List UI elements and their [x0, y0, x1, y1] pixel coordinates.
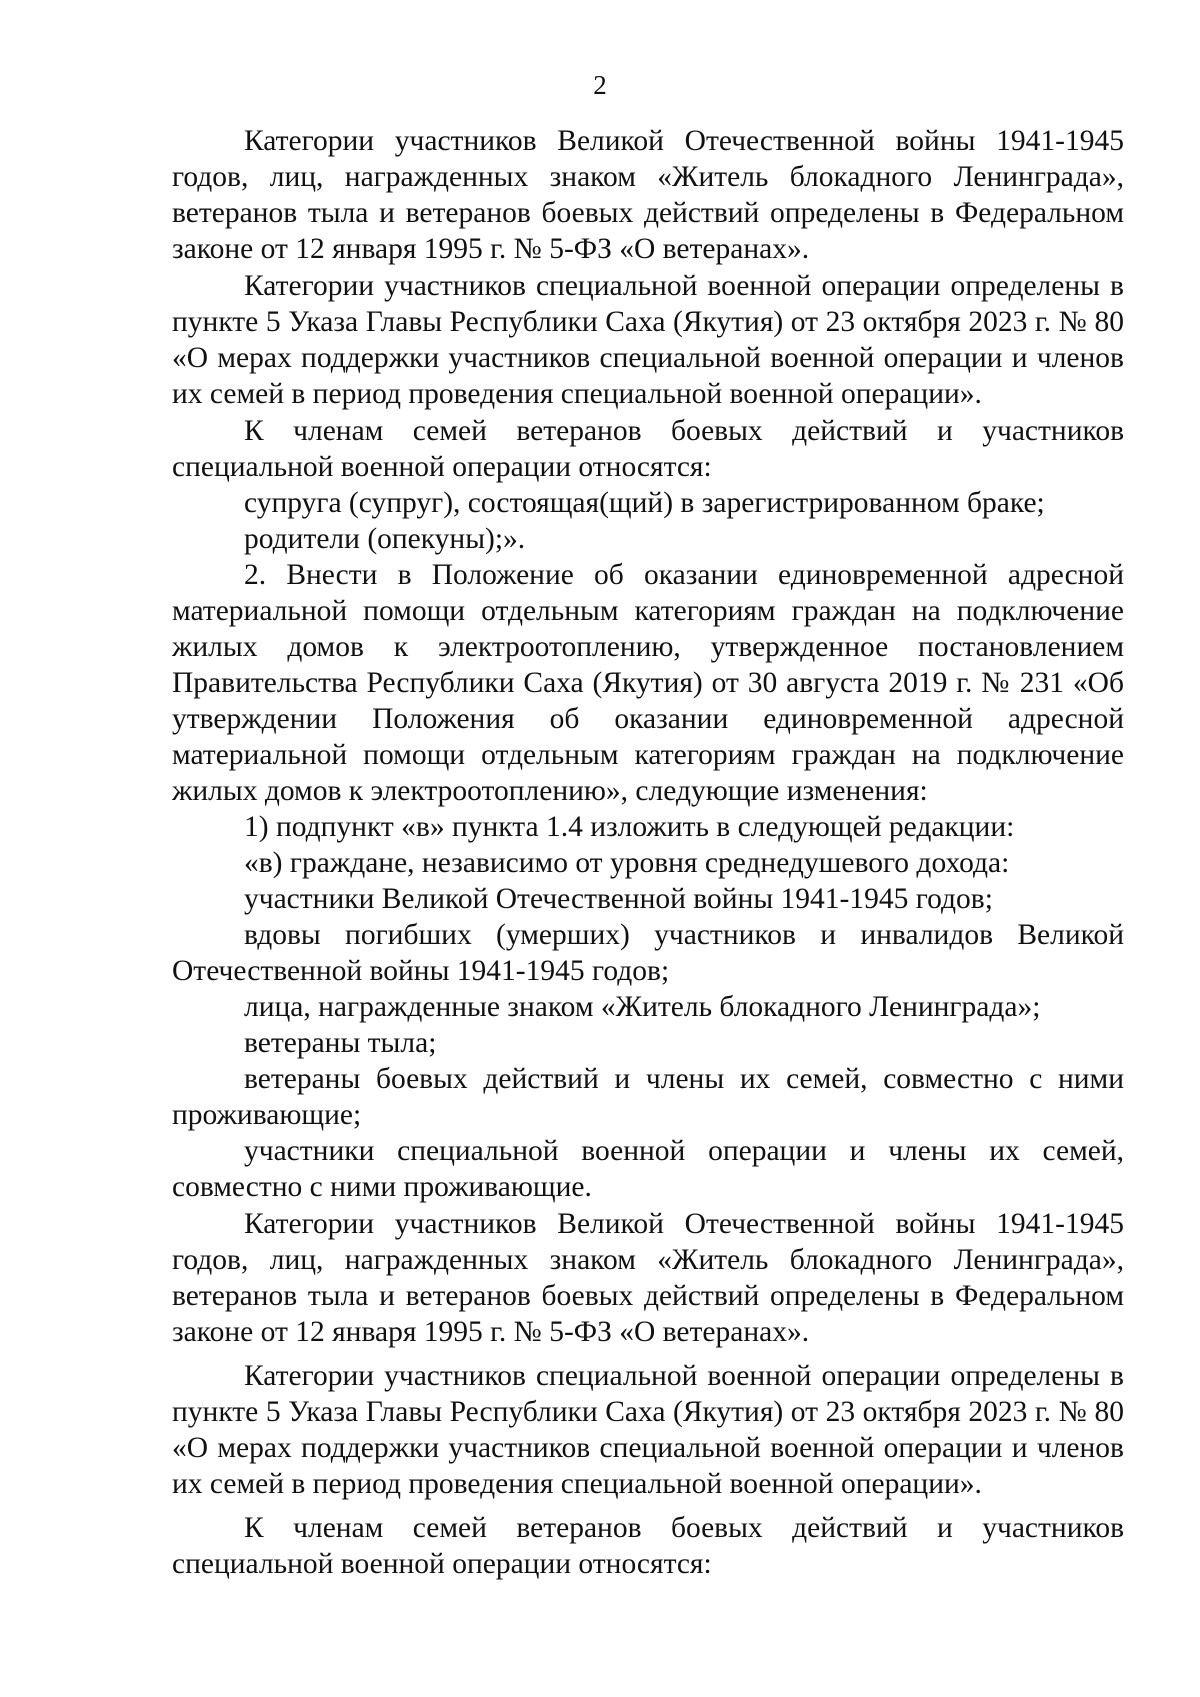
paragraph: Категории участников специальной военной операции определены в пункте 5 Указа Главы Республики Саха (Якутия) от 23 октября 2023 г. № 80 «О мерах поддержки участников специальной военной операции и членов их семей в период проведения специальной военной операции». — [172, 1360, 1124, 1500]
paragraph: ветераны боевых действий и члены их семей, совместно с ними проживающие; — [172, 1063, 1124, 1131]
paragraph: участники Великой Отечественной войны 1941-1945 годов; — [244, 883, 993, 915]
document-body — [172, 123, 1124, 1582]
paragraph: лица, награжденные знаком «Житель блокадного Ленинграда»; — [244, 991, 1041, 1023]
paragraph: ветераны тыла; — [244, 1027, 437, 1059]
paragraph: 1) подпункт «в» пункта 1.4 изложить в следующей редакции: — [244, 811, 1015, 843]
paragraph: Категории участников Великой Отечественной войны 1941-1945 годов, лиц, награжденных знаком «Житель блокадного Ленинграда», ветеранов тыла и ветеранов боевых действий определены в Федеральном законе от 12 января 1995 г. № 5-ФЗ «О ветеранах». — [172, 1208, 1124, 1348]
paragraph: родители (опекуны);». — [244, 523, 526, 555]
paragraph: супруга (супруг), состоящая(щий) в зарегистрированном браке; — [244, 487, 1045, 519]
paragraph: Категории участников Великой Отечественной войны 1941-1945 годов, лиц, награжденных знаком «Житель блокадного Ленинграда», ветеранов тыла и ветеранов боевых действий определены в Федеральном законе от 12 января 1995 г. № 5-ФЗ «О ветеранах». — [172, 125, 1124, 265]
paragraph: К членам семей ветеранов боевых действий и участников специальной военной операции относятся: — [172, 1512, 1124, 1580]
paragraph: «в) граждане, независимо от уровня среднедушевого дохода: — [244, 847, 1010, 879]
paragraph: К членам семей ветеранов боевых действий и участников специальной военной операции относятся: — [172, 415, 1124, 483]
paragraph: Категории участников специальной военной операции определены в пункте 5 Указа Главы Республики Саха (Якутия) от 23 октября 2023 г. № 80 «О мерах поддержки участников специальной военной операции и членов их семей в период проведения специальной военной операции». — [172, 270, 1124, 410]
paragraph: 2. Внести в Положение об оказании единовременной адресной материальной помощи отдельным категориям граждан на подключение жилых домов к электроотоплению, утвержденное постановлением Правительства Республики Саха (Якутия) от 30 августа 2019 г. № 231 «Об утверждении Положения об оказании единовременной адресной материальной помощи отдельным категориям граждан на подключение жилых домов к электроотоплению», следующие изменения: — [172, 559, 1124, 807]
page-number: 2 — [593, 70, 607, 100]
paragraph: участники специальной военной операции и члены их семей, совместно с ними проживающие. — [172, 1135, 1124, 1203]
paragraph: вдовы погибших (умерших) участников и инвалидов Великой Отечественной войны 1941-1945 годов; — [172, 919, 1124, 987]
